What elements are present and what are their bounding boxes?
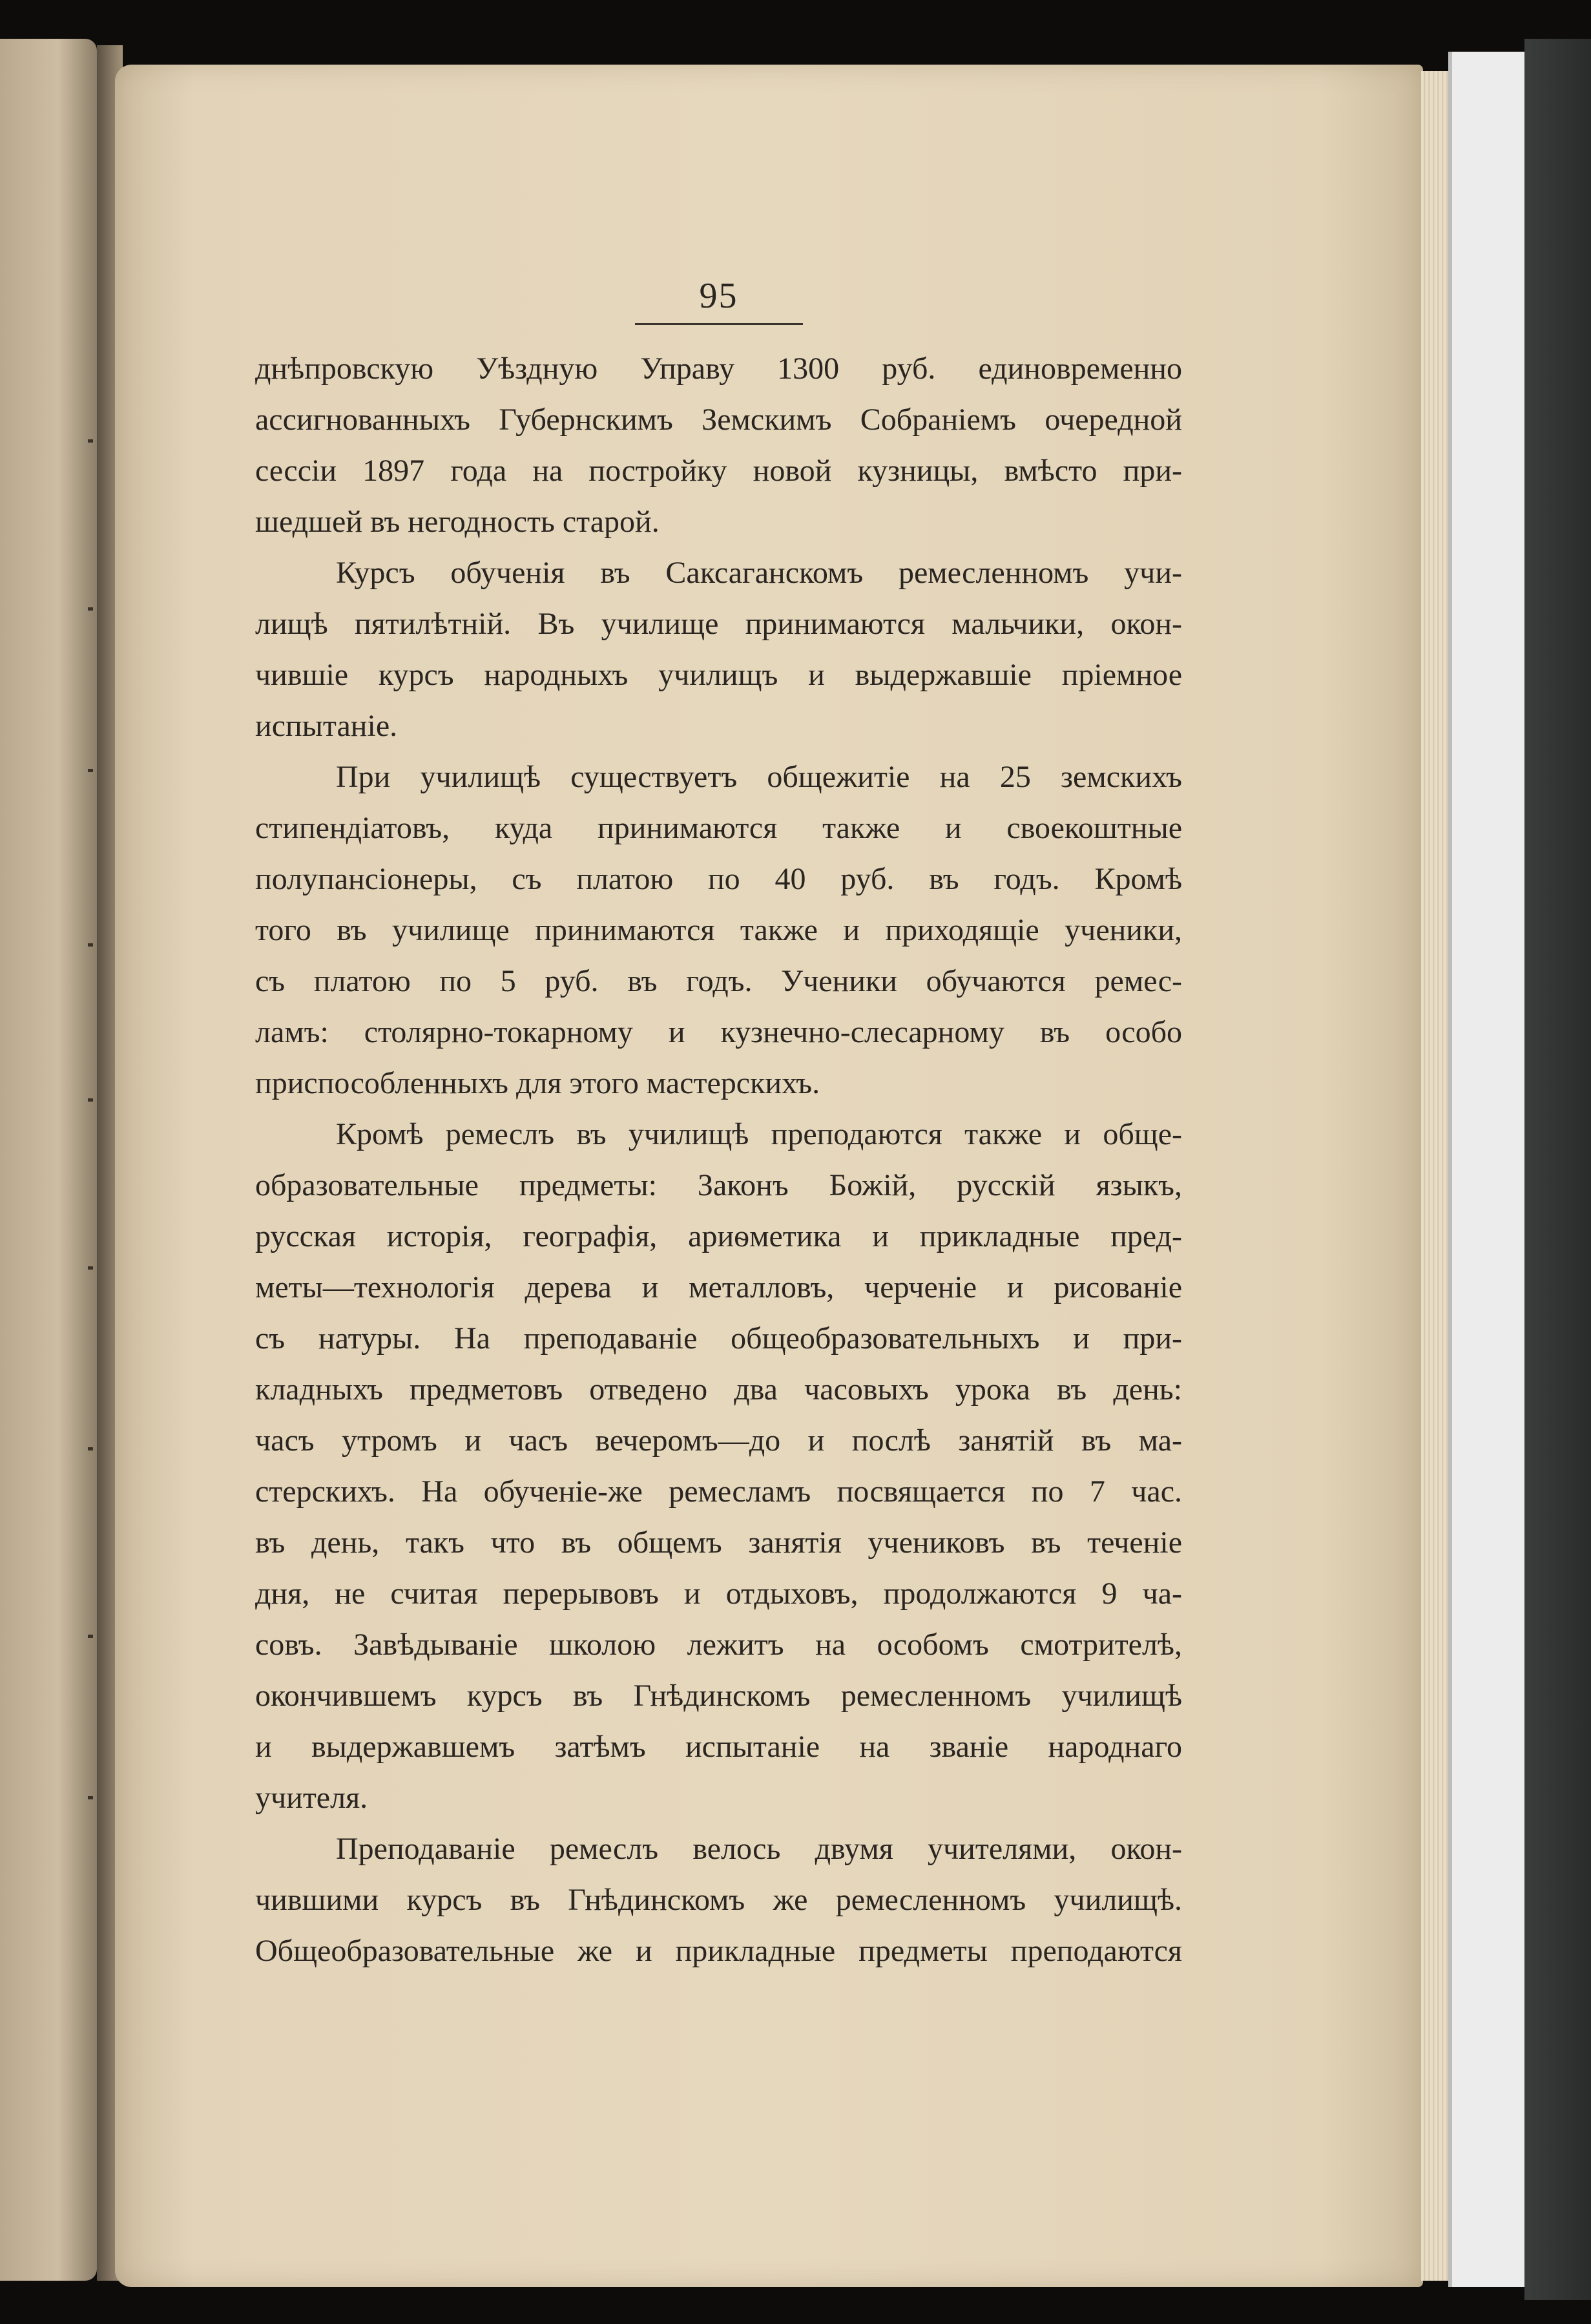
paragraph: [255, 751, 1182, 1109]
text-line: чившіе курсъ народныхъ училищъ и выдержавшіе пріемное: [255, 658, 1182, 692]
text-line: лищѣ пятилѣтній. Въ училище принимаются мальчики, окон-: [255, 607, 1182, 641]
left-page-text-fragment: [88, 943, 93, 947]
text-line: съ платою по 5 руб. въ годъ. Ученики обучаются ремес-: [255, 964, 1182, 998]
text-line: днѣпровскую Уѣздную Управу 1300 руб. единовременно: [255, 351, 1182, 386]
text-line: того въ училище принимаются также и приходящіе ученики,: [255, 913, 1182, 947]
left-page-text-fragment: [88, 607, 93, 611]
text-line: Курсъ обученія въ Саксаганскомъ ремесленномъ учи-: [336, 556, 1182, 590]
text-line: чившими курсъ въ Гнѣдинскомъ же ремесленномъ училищѣ.: [255, 1883, 1182, 1917]
text-line: часъ утромъ и часъ вечеромъ—до и послѣ занятій въ ма-: [255, 1423, 1182, 1458]
page-number: 95: [699, 276, 738, 316]
text-line: При училищѣ существуетъ общежитіе на 25 земскихъ: [336, 760, 1182, 794]
text-line: приспособленныхъ для этого мастерскихъ.: [255, 1066, 820, 1100]
book-cover-inner: [1448, 52, 1528, 2287]
text-line: ассигнованныхъ Губернскимъ Земскимъ Собраніемъ очередной: [255, 403, 1182, 437]
paragraph: [255, 1109, 1182, 1823]
left-page-text-fragment: [88, 1098, 93, 1102]
text-line: меты—технологія дерева и металловъ, черченіе и рисованіе: [255, 1270, 1182, 1304]
text-line: окончившемъ курсъ въ Гнѣдинскомъ ремесленномъ училищѣ: [255, 1679, 1182, 1713]
text-line: съ натуры. На преподаваніе общеобразовательныхъ и при-: [255, 1321, 1182, 1356]
paragraphs: [255, 343, 1182, 1976]
left-page-text-fragment: [88, 1447, 93, 1450]
text-line: стипендіатовъ, куда принимаются также и своекоштные: [255, 811, 1182, 845]
text-line: учителя.: [255, 1781, 368, 1815]
left-page-text-fragment: [88, 1796, 93, 1799]
page-number-rule: [635, 323, 803, 325]
text-line: дня, не считая перерывовъ и отдыховъ, продолжаются 9 ча-: [255, 1576, 1182, 1611]
text-line: Кромѣ ремеслъ въ училищѣ преподаются также и обще-: [336, 1117, 1182, 1151]
text-line: образовательные предметы: Законъ Божій, русскій языкъ,: [255, 1168, 1182, 1202]
text-line: и выдержавшемъ затѣмъ испытаніе на званіе народнаго: [255, 1730, 1182, 1764]
book-cover: [1524, 39, 1591, 2300]
text-line: совъ. Завѣдываніе школою лежитъ на особомъ смотрителѣ,: [255, 1628, 1182, 1662]
paragraph: [255, 343, 1182, 547]
left-page-text-fragment: [88, 1635, 93, 1638]
left-page-text-fragment: [88, 439, 93, 443]
text-line: сессіи 1897 года на постройку новой кузницы, вмѣсто при-: [255, 454, 1182, 488]
text-line: Преподаваніе ремеслъ велось двумя учителями, окон-: [336, 1832, 1182, 1866]
left-page-text-fragment: [88, 769, 93, 772]
paragraph: [255, 547, 1182, 751]
left-page-text-fragment: [88, 1266, 93, 1270]
text-line: кладныхъ предметовъ отведено два часовыхъ урока въ день:: [255, 1372, 1182, 1407]
paragraph: [255, 1823, 1182, 1976]
text-block: [255, 278, 1182, 1976]
text-line: въ день, такъ что въ общемъ занятія учениковъ въ теченіе: [255, 1525, 1182, 1560]
text-line: полупансіонеры, съ платою по 40 руб. въ годъ. Кромѣ: [255, 862, 1182, 896]
page-edges: [1421, 71, 1448, 2281]
text-line: стерскихъ. На обученіе-же ремесламъ посвящается по 7 час.: [255, 1474, 1182, 1509]
text-line: русская исторія, географія, ариѳметика и прикладные пред-: [255, 1219, 1182, 1253]
left-page-edge: [0, 39, 97, 2281]
text-line: Общеобразовательные же и прикладные предметы преподаются: [255, 1934, 1182, 1968]
text-line: ламъ: столярно-токарному и кузнечно-слесарному въ особо: [255, 1015, 1182, 1049]
text-line: испытаніе.: [255, 709, 398, 743]
text-line: шедшей въ негодность старой.: [255, 505, 660, 539]
